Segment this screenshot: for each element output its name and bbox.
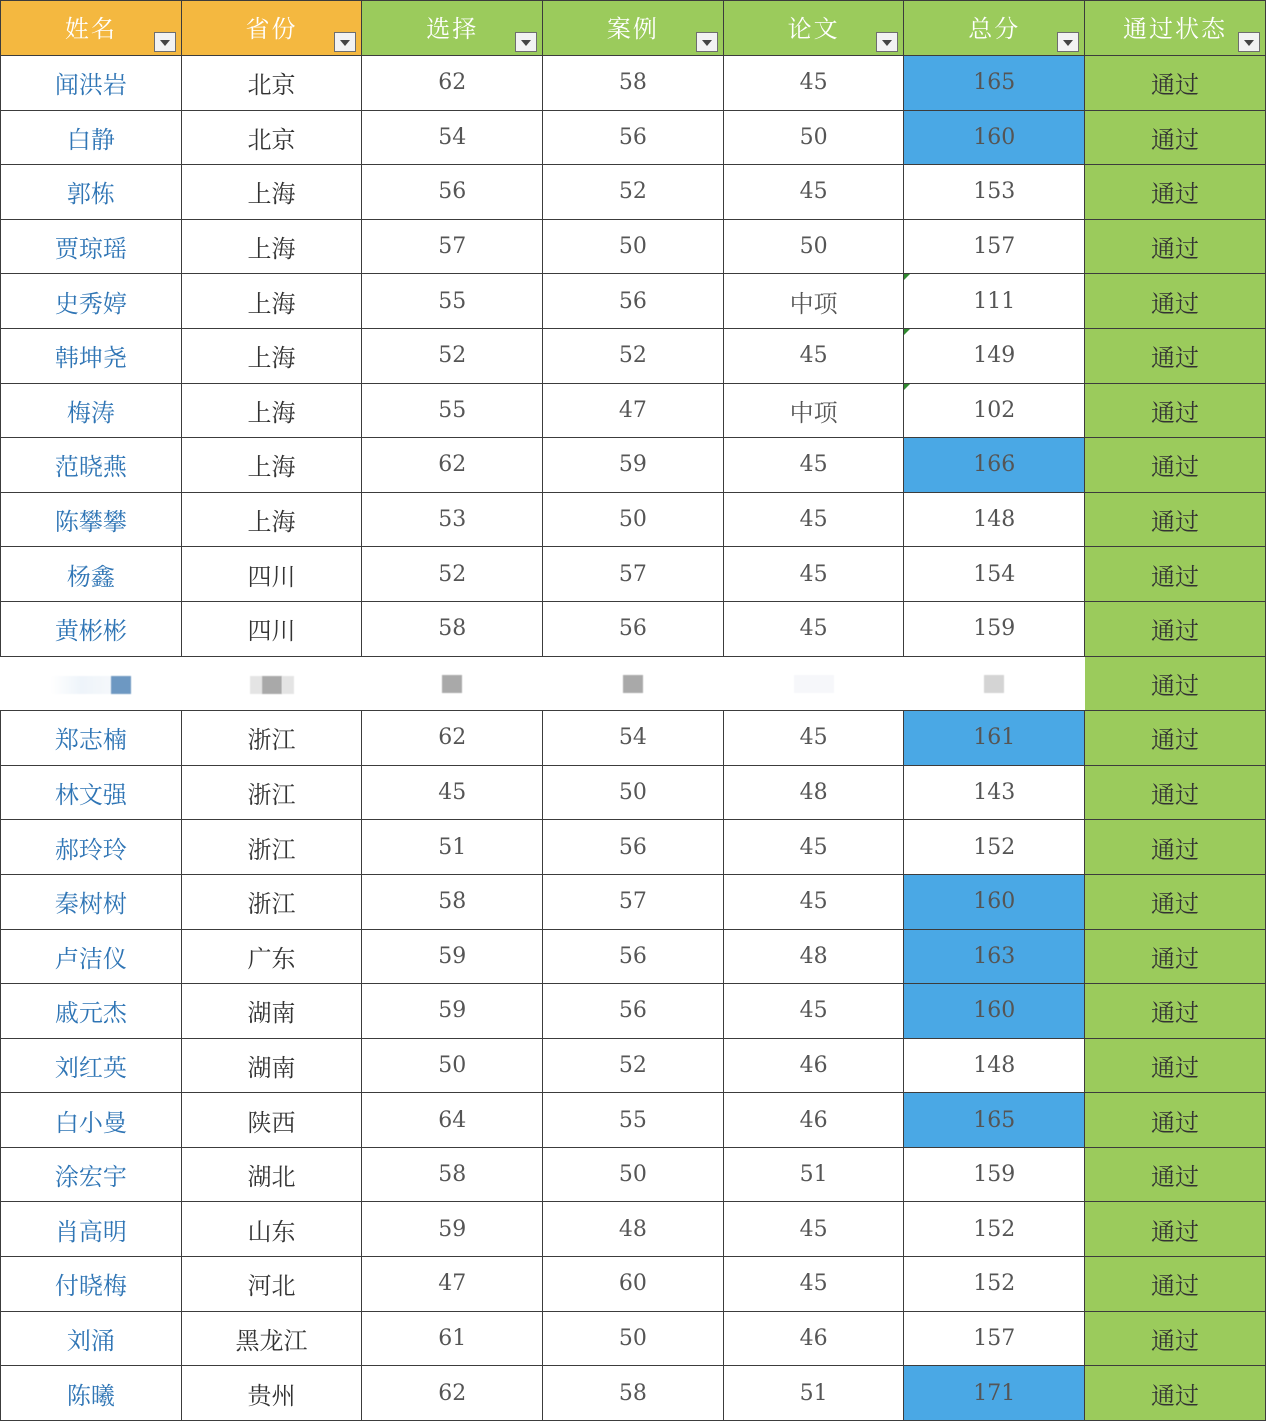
total-score-cell[interactable]: 148 bbox=[904, 1038, 1085, 1093]
total-score-cell[interactable]: 111 bbox=[904, 274, 1085, 329]
paper-score-cell[interactable]: 48 bbox=[723, 929, 904, 984]
paper-score-cell[interactable]: 45 bbox=[723, 820, 904, 875]
paper-score-cell[interactable]: 45 bbox=[723, 547, 904, 602]
choice-score-cell[interactable]: 64 bbox=[362, 1093, 543, 1148]
status-cell[interactable]: 通过 bbox=[1085, 1038, 1266, 1093]
choice-score-cell[interactable]: 47 bbox=[362, 1257, 543, 1312]
paper-score-cell[interactable]: 50 bbox=[723, 219, 904, 274]
total-score-cell[interactable]: 153 bbox=[904, 165, 1085, 220]
province-cell[interactable]: 湖南 bbox=[181, 984, 362, 1039]
status-cell[interactable]: 通过 bbox=[1085, 929, 1266, 984]
total-score-cell[interactable] bbox=[904, 656, 1085, 711]
choice-score-cell[interactable]: 57 bbox=[362, 219, 543, 274]
province-cell[interactable]: 上海 bbox=[181, 274, 362, 329]
case-score-cell[interactable]: 50 bbox=[543, 219, 724, 274]
choice-score-cell[interactable]: 56 bbox=[362, 165, 543, 220]
status-cell[interactable]: 通过 bbox=[1085, 56, 1266, 111]
status-cell[interactable]: 通过 bbox=[1085, 601, 1266, 656]
choice-score-cell[interactable]: 51 bbox=[362, 820, 543, 875]
header-choice[interactable] bbox=[362, 1, 543, 56]
paper-score-cell[interactable]: 46 bbox=[723, 1038, 904, 1093]
province-cell[interactable]: 上海 bbox=[181, 165, 362, 220]
table-row bbox=[1, 1147, 1266, 1202]
case-score-cell[interactable]: 55 bbox=[543, 1093, 724, 1148]
province-cell[interactable]: 上海 bbox=[181, 328, 362, 383]
case-score-cell[interactable]: 57 bbox=[543, 874, 724, 929]
status-cell[interactable]: 通过 bbox=[1085, 110, 1266, 165]
table-row bbox=[1, 1038, 1266, 1093]
redaction-blur bbox=[111, 676, 131, 694]
case-score-cell[interactable]: 50 bbox=[543, 1311, 724, 1366]
header-label: 总分 bbox=[968, 14, 1021, 43]
province-cell[interactable]: 上海 bbox=[181, 438, 362, 493]
name-cell[interactable]: 史秀婷 bbox=[1, 274, 182, 329]
status-cell[interactable]: 通过 bbox=[1085, 1202, 1266, 1257]
name-cell[interactable]: 范晓燕 bbox=[1, 438, 182, 493]
name-cell[interactable]: 涂宏宇 bbox=[1, 1147, 182, 1202]
status-cell[interactable]: 通过 bbox=[1085, 274, 1266, 329]
paper-score-cell[interactable]: 45 bbox=[723, 601, 904, 656]
total-score-cell[interactable]: 165 bbox=[904, 1093, 1085, 1148]
case-score-cell[interactable]: 58 bbox=[543, 56, 724, 111]
province-cell[interactable] bbox=[181, 656, 362, 711]
table-row bbox=[1, 984, 1266, 1039]
choice-score-cell[interactable] bbox=[362, 656, 543, 711]
paper-score-cell[interactable] bbox=[723, 656, 904, 711]
status-cell[interactable]: 通过 bbox=[1085, 1311, 1266, 1366]
province-cell[interactable]: 贵州 bbox=[181, 1366, 362, 1421]
redaction-blur bbox=[794, 675, 834, 693]
status-cell[interactable]: 通过 bbox=[1085, 383, 1266, 438]
case-score-cell[interactable]: 50 bbox=[543, 1147, 724, 1202]
name-cell[interactable] bbox=[1, 656, 182, 711]
case-score-cell[interactable]: 52 bbox=[543, 1038, 724, 1093]
province-cell[interactable]: 上海 bbox=[181, 219, 362, 274]
province-cell[interactable]: 四川 bbox=[181, 601, 362, 656]
name-cell[interactable]: 肖高明 bbox=[1, 1202, 182, 1257]
choice-score-cell[interactable]: 55 bbox=[362, 383, 543, 438]
header-label: 论文 bbox=[787, 14, 840, 43]
status-cell[interactable]: 通过 bbox=[1085, 711, 1266, 766]
province-cell[interactable]: 浙江 bbox=[181, 820, 362, 875]
header-paper[interactable] bbox=[723, 1, 904, 56]
redaction-blur bbox=[262, 676, 282, 694]
header-status[interactable] bbox=[1085, 1, 1266, 56]
status-cell[interactable]: 通过 bbox=[1085, 547, 1266, 602]
choice-score-cell[interactable]: 59 bbox=[362, 929, 543, 984]
table-row bbox=[1, 601, 1266, 656]
choice-score-cell[interactable]: 58 bbox=[362, 1147, 543, 1202]
total-score-cell[interactable]: 159 bbox=[904, 601, 1085, 656]
province-cell[interactable]: 湖南 bbox=[181, 1038, 362, 1093]
name-cell[interactable]: 林文强 bbox=[1, 765, 182, 820]
paper-score-cell[interactable]: 45 bbox=[723, 984, 904, 1039]
table-row bbox=[1, 383, 1266, 438]
redaction-blur bbox=[51, 676, 111, 694]
case-score-cell[interactable]: 58 bbox=[543, 1366, 724, 1421]
choice-score-cell[interactable]: 52 bbox=[362, 328, 543, 383]
total-score-cell[interactable]: 165 bbox=[904, 56, 1085, 111]
province-cell[interactable]: 浙江 bbox=[181, 874, 362, 929]
filter-dropdown-icon[interactable] bbox=[334, 32, 356, 52]
total-score-cell[interactable]: 152 bbox=[904, 1257, 1085, 1312]
table-row bbox=[1, 874, 1266, 929]
table-row bbox=[1, 56, 1266, 111]
choice-score-cell[interactable]: 58 bbox=[362, 874, 543, 929]
province-cell[interactable]: 浙江 bbox=[181, 765, 362, 820]
total-score-cell[interactable]: 160 bbox=[904, 110, 1085, 165]
table-row bbox=[1, 1366, 1266, 1421]
error-indicator-icon bbox=[904, 384, 910, 390]
name-cell[interactable]: 杨鑫 bbox=[1, 547, 182, 602]
case-score-cell[interactable]: 47 bbox=[543, 383, 724, 438]
status-cell[interactable]: 通过 bbox=[1085, 438, 1266, 493]
paper-score-cell[interactable]: 45 bbox=[723, 328, 904, 383]
province-cell[interactable]: 北京 bbox=[181, 56, 362, 111]
case-score-cell[interactable]: 48 bbox=[543, 1202, 724, 1257]
filter-dropdown-icon[interactable] bbox=[1238, 32, 1260, 52]
total-score-cell[interactable]: 163 bbox=[904, 929, 1085, 984]
paper-score-cell[interactable]: 50 bbox=[723, 110, 904, 165]
name-cell[interactable]: 刘红英 bbox=[1, 1038, 182, 1093]
table-row bbox=[1, 328, 1266, 383]
redaction-blur bbox=[282, 676, 294, 694]
name-cell[interactable]: 陈攀攀 bbox=[1, 492, 182, 547]
status-cell[interactable]: 通过 bbox=[1085, 1366, 1266, 1421]
case-score-cell[interactable]: 56 bbox=[543, 274, 724, 329]
filter-dropdown-icon[interactable] bbox=[515, 32, 537, 52]
header-name[interactable] bbox=[1, 1, 182, 56]
table-row bbox=[1, 492, 1266, 547]
header-total[interactable] bbox=[904, 1, 1085, 56]
case-score-cell[interactable]: 56 bbox=[543, 984, 724, 1039]
choice-score-cell[interactable]: 58 bbox=[362, 601, 543, 656]
status-cell[interactable]: 通过 bbox=[1085, 1093, 1266, 1148]
paper-score-cell[interactable]: 45 bbox=[723, 492, 904, 547]
filter-dropdown-icon[interactable] bbox=[876, 32, 898, 52]
choice-score-cell[interactable]: 62 bbox=[362, 56, 543, 111]
choice-score-cell[interactable]: 50 bbox=[362, 1038, 543, 1093]
paper-score-cell[interactable]: 45 bbox=[723, 165, 904, 220]
case-score-cell[interactable]: 52 bbox=[543, 328, 724, 383]
status-cell[interactable]: 通过 bbox=[1085, 492, 1266, 547]
table-row bbox=[1, 820, 1266, 875]
header-label: 选择 bbox=[426, 14, 479, 43]
header-province[interactable] bbox=[181, 1, 362, 56]
total-score-cell[interactable]: 160 bbox=[904, 874, 1085, 929]
name-cell[interactable]: 梅涛 bbox=[1, 383, 182, 438]
status-cell[interactable]: 通过 bbox=[1085, 984, 1266, 1039]
case-score-cell[interactable]: 56 bbox=[543, 601, 724, 656]
table-row bbox=[1, 929, 1266, 984]
total-score-cell[interactable]: 154 bbox=[904, 547, 1085, 602]
paper-score-cell[interactable]: 中项 bbox=[723, 274, 904, 329]
redaction-blur bbox=[250, 676, 262, 694]
choice-score-cell[interactable]: 53 bbox=[362, 492, 543, 547]
name-cell[interactable]: 郭栋 bbox=[1, 165, 182, 220]
table-row bbox=[1, 1311, 1266, 1366]
total-score-cell[interactable]: 157 bbox=[904, 1311, 1085, 1366]
name-cell[interactable]: 卢洁仪 bbox=[1, 929, 182, 984]
table-row bbox=[1, 1257, 1266, 1312]
name-cell[interactable]: 郝玲玲 bbox=[1, 820, 182, 875]
name-cell[interactable]: 付晓梅 bbox=[1, 1257, 182, 1312]
paper-score-cell[interactable]: 45 bbox=[723, 438, 904, 493]
choice-score-cell[interactable]: 45 bbox=[362, 765, 543, 820]
header-case[interactable] bbox=[543, 1, 724, 56]
header-label: 案例 bbox=[606, 14, 659, 43]
total-score-cell[interactable]: 152 bbox=[904, 1202, 1085, 1257]
header-label: 通过状态 bbox=[1122, 14, 1227, 43]
province-cell[interactable]: 广东 bbox=[181, 929, 362, 984]
case-score-cell[interactable]: 60 bbox=[543, 1257, 724, 1312]
table-row bbox=[1, 165, 1266, 220]
choice-score-cell[interactable]: 52 bbox=[362, 547, 543, 602]
case-score-cell[interactable]: 57 bbox=[543, 547, 724, 602]
paper-score-cell[interactable]: 45 bbox=[723, 1202, 904, 1257]
paper-score-cell[interactable]: 45 bbox=[723, 1257, 904, 1312]
total-score-cell[interactable]: 160 bbox=[904, 984, 1085, 1039]
province-cell[interactable]: 山东 bbox=[181, 1202, 362, 1257]
province-cell[interactable]: 北京 bbox=[181, 110, 362, 165]
name-cell[interactable]: 戚元杰 bbox=[1, 984, 182, 1039]
province-cell[interactable]: 上海 bbox=[181, 383, 362, 438]
paper-score-cell[interactable]: 51 bbox=[723, 1147, 904, 1202]
total-score-cell[interactable]: 166 bbox=[904, 438, 1085, 493]
table-row bbox=[1, 274, 1266, 329]
table-row bbox=[1, 711, 1266, 766]
province-cell[interactable]: 河北 bbox=[181, 1257, 362, 1312]
name-cell[interactable]: 陈曦 bbox=[1, 1366, 182, 1421]
table-row bbox=[1, 110, 1266, 165]
error-indicator-icon bbox=[904, 274, 910, 280]
province-cell[interactable]: 上海 bbox=[181, 492, 362, 547]
redaction-blur bbox=[623, 675, 643, 693]
choice-score-cell[interactable]: 55 bbox=[362, 274, 543, 329]
total-score-cell[interactable]: 161 bbox=[904, 711, 1085, 766]
case-score-cell[interactable]: 52 bbox=[543, 165, 724, 220]
name-cell[interactable]: 秦树树 bbox=[1, 874, 182, 929]
status-cell[interactable]: 通过 bbox=[1085, 219, 1266, 274]
total-score-cell[interactable]: 152 bbox=[904, 820, 1085, 875]
status-cell[interactable]: 通过 bbox=[1085, 1147, 1266, 1202]
filter-dropdown-icon[interactable] bbox=[1057, 32, 1079, 52]
filter-dropdown-icon[interactable] bbox=[696, 32, 718, 52]
total-score-cell[interactable]: 157 bbox=[904, 219, 1085, 274]
name-cell[interactable]: 刘涌 bbox=[1, 1311, 182, 1366]
case-score-cell[interactable]: 54 bbox=[543, 711, 724, 766]
name-cell[interactable]: 郑志楠 bbox=[1, 711, 182, 766]
header-row bbox=[1, 1, 1266, 56]
choice-score-cell[interactable]: 62 bbox=[362, 438, 543, 493]
total-score-cell[interactable]: 159 bbox=[904, 1147, 1085, 1202]
name-cell[interactable]: 白静 bbox=[1, 110, 182, 165]
filter-dropdown-icon[interactable] bbox=[154, 32, 176, 52]
redaction-blur bbox=[984, 675, 1004, 693]
case-score-cell[interactable]: 50 bbox=[543, 492, 724, 547]
name-cell[interactable]: 贾琼瑶 bbox=[1, 219, 182, 274]
status-cell[interactable]: 通过 bbox=[1085, 328, 1266, 383]
total-score-cell[interactable]: 102 bbox=[904, 383, 1085, 438]
province-cell[interactable]: 四川 bbox=[181, 547, 362, 602]
table-row bbox=[1, 438, 1266, 493]
status-cell[interactable]: 通过 bbox=[1085, 820, 1266, 875]
paper-score-cell[interactable]: 45 bbox=[723, 874, 904, 929]
table-row bbox=[1, 1093, 1266, 1148]
redaction-blur bbox=[442, 675, 462, 693]
paper-score-cell[interactable]: 45 bbox=[723, 711, 904, 766]
total-score-cell[interactable]: 148 bbox=[904, 492, 1085, 547]
name-cell[interactable]: 韩坤尧 bbox=[1, 328, 182, 383]
table-row bbox=[1, 1202, 1266, 1257]
province-cell[interactable]: 湖北 bbox=[181, 1147, 362, 1202]
name-cell[interactable]: 白小曼 bbox=[1, 1093, 182, 1148]
choice-score-cell[interactable]: 62 bbox=[362, 1366, 543, 1421]
status-cell[interactable]: 通过 bbox=[1085, 165, 1266, 220]
table-row bbox=[1, 219, 1266, 274]
header-label: 姓名 bbox=[64, 14, 117, 43]
case-score-cell[interactable]: 50 bbox=[543, 765, 724, 820]
paper-score-cell[interactable]: 46 bbox=[723, 1311, 904, 1366]
table-body bbox=[1, 56, 1266, 1421]
total-score-cell[interactable]: 149 bbox=[904, 328, 1085, 383]
paper-score-cell[interactable]: 45 bbox=[723, 56, 904, 111]
total-score-cell[interactable]: 171 bbox=[904, 1366, 1085, 1421]
header-label: 省份 bbox=[245, 14, 298, 43]
province-cell[interactable]: 陕西 bbox=[181, 1093, 362, 1148]
name-cell[interactable]: 黄彬彬 bbox=[1, 601, 182, 656]
status-cell[interactable]: 通过 bbox=[1085, 765, 1266, 820]
case-score-cell[interactable] bbox=[543, 656, 724, 711]
paper-score-cell[interactable]: 48 bbox=[723, 765, 904, 820]
status-cell[interactable]: 通过 bbox=[1085, 656, 1266, 711]
paper-score-cell[interactable]: 51 bbox=[723, 1366, 904, 1421]
table-row bbox=[1, 547, 1266, 602]
case-score-cell[interactable]: 56 bbox=[543, 929, 724, 984]
paper-score-cell[interactable]: 中项 bbox=[723, 383, 904, 438]
paper-score-cell[interactable]: 46 bbox=[723, 1093, 904, 1148]
status-cell[interactable]: 通过 bbox=[1085, 874, 1266, 929]
choice-score-cell[interactable]: 54 bbox=[362, 110, 543, 165]
table-row-redacted bbox=[1, 656, 1266, 711]
choice-score-cell[interactable]: 61 bbox=[362, 1311, 543, 1366]
total-score-cell[interactable]: 143 bbox=[904, 765, 1085, 820]
case-score-cell[interactable]: 56 bbox=[543, 820, 724, 875]
case-score-cell[interactable]: 56 bbox=[543, 110, 724, 165]
province-cell[interactable]: 浙江 bbox=[181, 711, 362, 766]
province-cell[interactable]: 黑龙江 bbox=[181, 1311, 362, 1366]
choice-score-cell[interactable]: 59 bbox=[362, 984, 543, 1039]
status-cell[interactable]: 通过 bbox=[1085, 1257, 1266, 1312]
choice-score-cell[interactable]: 59 bbox=[362, 1202, 543, 1257]
table-row bbox=[1, 765, 1266, 820]
error-indicator-icon bbox=[904, 329, 910, 335]
case-score-cell[interactable]: 59 bbox=[543, 438, 724, 493]
choice-score-cell[interactable]: 62 bbox=[362, 711, 543, 766]
name-cell[interactable]: 闻洪岩 bbox=[1, 56, 182, 111]
